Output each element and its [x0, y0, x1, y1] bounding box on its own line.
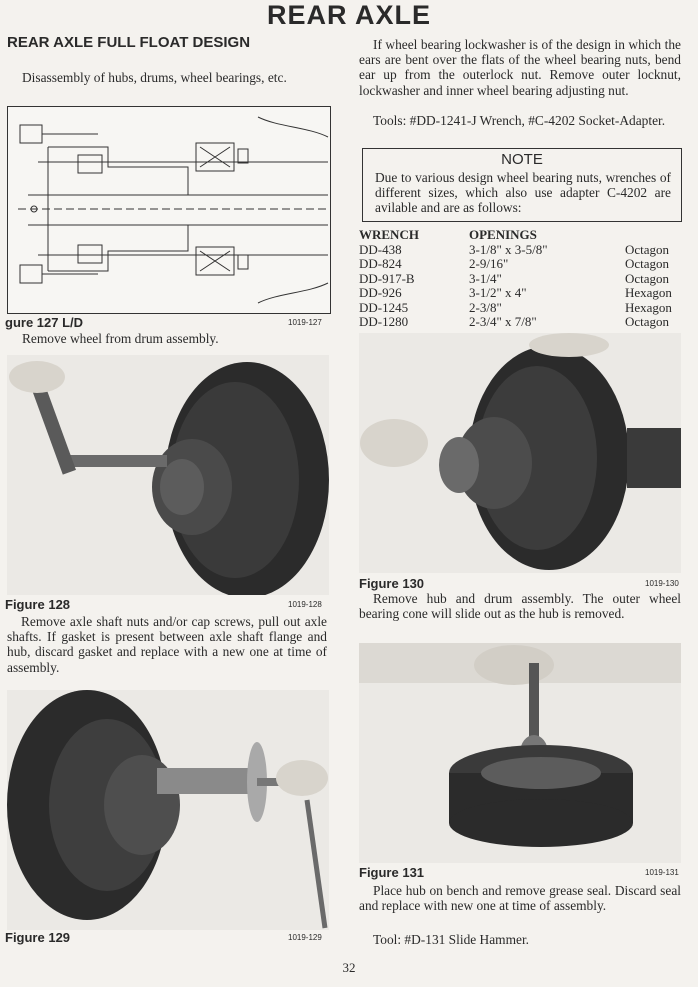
- wrench-table-header: [359, 228, 683, 243]
- opening-cell: 2-3/8": [469, 299, 502, 315]
- figure-129-code: 1019-129: [288, 933, 322, 942]
- figure-130-label: Figure 130: [359, 576, 425, 591]
- figure-128-label: Figure 128: [5, 597, 71, 612]
- table-row: [359, 286, 683, 301]
- grease-seal-removal-illustration: [359, 643, 681, 863]
- axle-cross-section-drawing: [8, 107, 330, 313]
- opening-cell: 2-3/4" x 7/8": [469, 314, 537, 329]
- hub-drum-removal-illustration: [359, 333, 681, 573]
- section-title: REAR AXLE FULL FLOAT DESIGN: [7, 34, 251, 51]
- figure-127-label: gure 127 L/D: [5, 315, 84, 330]
- page-title: REAR AXLE: [266, 0, 431, 30]
- figure-131-photo: [359, 643, 681, 863]
- note-text: Due to various design wheel bearing nuts, wrenches of different sizes, which also use adapter C-4202 are avilable and are as follows:: [375, 170, 671, 216]
- figure-131-code: 1019-131: [645, 868, 679, 877]
- table-row: [359, 243, 683, 258]
- figure-128-caption: Remove axle shaft nuts and/or cap screws, pull out axle shafts. If gasket is present between axle shaft flange and hub, discard gasket and replace with a new one at time of assembly.: [7, 614, 327, 675]
- lockwasher-paragraph: If wheel bearing lockwasher is of the design in which the ears are bent over the flats of the wheel bearing nuts, bend ear up from the outerlock nut. Remove outer locknut, lockwasher and inner wheel bearing adjusting nut.: [359, 37, 681, 98]
- figure-129-photo: [7, 690, 329, 930]
- shape-cell: Octagon: [625, 270, 670, 286]
- shape-cell: Hexagon: [625, 299, 672, 315]
- figure-131-caption: Place hub on bench and remove grease seal. Discard seal and replace with new one at time of assembly.: [359, 883, 681, 914]
- tools-paragraph: Tools: #DD-1241-J Wrench, #C-4202 Socket-Adapter.: [373, 113, 666, 128]
- wrench-cell: DD-926: [359, 285, 402, 300]
- table-row: [359, 315, 683, 330]
- header-wrench: WRENCH: [359, 227, 419, 242]
- figure-131-label: Figure 131: [359, 865, 425, 880]
- wrench-table: [359, 228, 683, 330]
- figure-130-code: 1019-130: [645, 579, 679, 588]
- opening-cell: 3-1/2" x 4": [469, 285, 527, 300]
- note-box: [362, 148, 682, 222]
- shape-cell: Octagon: [625, 314, 670, 329]
- opening-cell: 3-1/4": [469, 270, 502, 286]
- figure-127-diagram: [7, 106, 331, 314]
- axle-shaft-removal-illustration: [7, 690, 329, 930]
- wrench-cell: DD-824: [359, 256, 402, 271]
- figure-127-code: 1019-127: [288, 318, 322, 327]
- note-heading: NOTE: [501, 151, 543, 168]
- figure-130-photo: [359, 333, 681, 573]
- intro-text: Disassembly of hubs, drums, wheel bearings, etc.: [22, 70, 287, 85]
- slide-hammer-tool-text: Tool: #D-131 Slide Hammer.: [373, 932, 530, 947]
- shape-cell: Octagon: [625, 241, 670, 257]
- figure-128-code: 1019-128: [288, 600, 322, 609]
- shape-cell: Hexagon: [625, 285, 672, 300]
- table-row: [359, 272, 683, 287]
- header-shape: [625, 228, 683, 243]
- figure-130-caption: Remove hub and drum assembly. The outer wheel bearing cone will slide out as the hub is removed.: [359, 591, 681, 622]
- opening-cell: 2-9/16": [469, 256, 509, 271]
- table-row: [359, 301, 683, 316]
- page-number: 32: [342, 960, 356, 975]
- wrench-cell: DD-917-B: [359, 270, 415, 286]
- table-row: [359, 257, 683, 272]
- wrench-cell: DD-1245: [359, 299, 409, 315]
- figure-129-label: Figure 129: [5, 930, 71, 945]
- figure-127-caption: Remove wheel from drum assembly.: [22, 331, 219, 346]
- drum-wrench-illustration: [7, 355, 329, 595]
- wrench-cell: DD-438: [359, 241, 402, 257]
- wrench-cell: DD-1280: [359, 314, 409, 329]
- shape-cell: Octagon: [625, 256, 670, 271]
- figure-128-photo: [7, 355, 329, 595]
- opening-cell: 3-1/8" x 3-5/8": [469, 241, 548, 257]
- header-openings: OPENINGS: [469, 227, 537, 242]
